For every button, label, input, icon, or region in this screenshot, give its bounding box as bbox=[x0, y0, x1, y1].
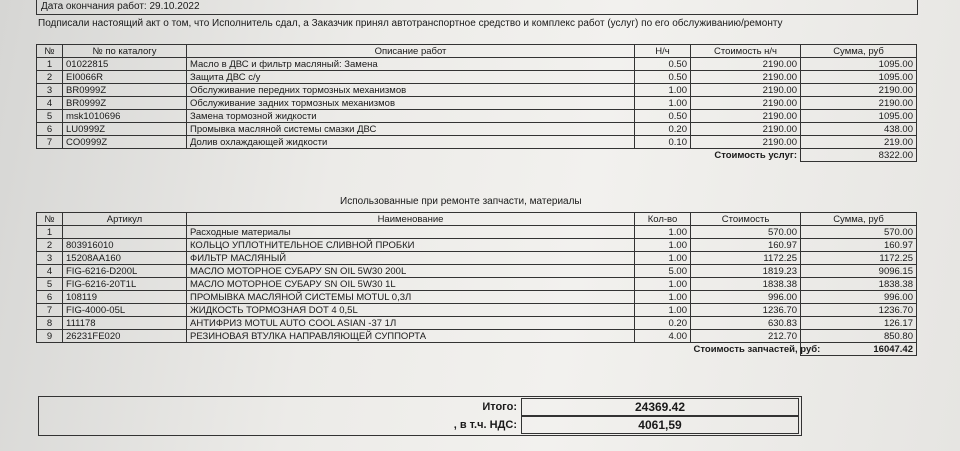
table-cell: 2190.00 bbox=[801, 84, 917, 97]
works-total-label: Стоимость услуг: bbox=[714, 149, 797, 161]
table-cell: 1095.00 bbox=[801, 71, 917, 84]
table-cell: 4 bbox=[37, 265, 63, 278]
table-row bbox=[37, 97, 917, 110]
table-cell: 9096.15 bbox=[801, 265, 917, 278]
table-cell: МАСЛО МОТОРНОЕ СУБАРУ SN OIL 5W30 1L bbox=[187, 278, 635, 291]
parts-section-title: Использованные при ремонте запчасти, материалы bbox=[340, 196, 582, 207]
table-cell: 1236.70 bbox=[691, 304, 801, 317]
table-cell: 1 bbox=[37, 58, 63, 71]
table-cell: 1838.38 bbox=[801, 278, 917, 291]
table-cell: 1172.25 bbox=[801, 252, 917, 265]
col-description: Описание работ bbox=[187, 45, 635, 58]
table-cell: FIG-6216-20T1L bbox=[63, 278, 187, 291]
table-cell: 2190.00 bbox=[691, 136, 801, 149]
table-cell: Промывка масляной системы смазки ДВС bbox=[187, 123, 635, 136]
table-row bbox=[37, 304, 917, 317]
table-cell: BR0999Z bbox=[63, 97, 187, 110]
table-cell: 438.00 bbox=[801, 123, 917, 136]
vat-label: , в т.ч. НДС: bbox=[453, 419, 517, 431]
table-cell: Замена тормозной жидкости bbox=[187, 110, 635, 123]
table-cell: FIG-4000-05L bbox=[63, 304, 187, 317]
date-box bbox=[36, 0, 918, 15]
table-row bbox=[37, 110, 917, 123]
table-cell: 3 bbox=[37, 252, 63, 265]
table-row bbox=[37, 58, 917, 71]
table-cell: КОЛЬЦО УПЛОТНИТЕЛЬНОЕ СЛИВНОЙ ПРОБКИ bbox=[187, 239, 635, 252]
vat-row bbox=[39, 416, 801, 434]
table-cell: 996.00 bbox=[801, 291, 917, 304]
table-row bbox=[37, 84, 917, 97]
table-cell: 0.50 bbox=[635, 110, 691, 123]
table-cell: 1.00 bbox=[635, 97, 691, 110]
table-cell bbox=[63, 226, 187, 239]
parts-total-row bbox=[37, 343, 917, 356]
table-cell: 108119 bbox=[63, 291, 187, 304]
table-cell: 1 bbox=[37, 226, 63, 239]
table-cell: 1095.00 bbox=[801, 110, 917, 123]
table-cell: ПРОМЫВКА МАСЛЯНОЙ СИСТЕМЫ MOTUL 0,3Л bbox=[187, 291, 635, 304]
table-cell: Расходные материалы bbox=[187, 226, 635, 239]
table-row bbox=[37, 226, 917, 239]
works-table bbox=[36, 44, 917, 162]
table-cell: АНТИФРИЗ MOTUL AUTO COOL ASIAN -37 1Л bbox=[187, 317, 635, 330]
table-row bbox=[37, 252, 917, 265]
col-hour-cost: Стоимость н/ч bbox=[691, 45, 801, 58]
table-cell: msk1010696 bbox=[63, 110, 187, 123]
table-cell: 0.50 bbox=[635, 58, 691, 71]
table-cell: 2190.00 bbox=[691, 58, 801, 71]
table-cell: 1.00 bbox=[635, 226, 691, 239]
table-cell: Обслуживание передних тормозных механизмов bbox=[187, 84, 635, 97]
grand-total-row bbox=[39, 398, 801, 416]
table-cell: 7 bbox=[37, 136, 63, 149]
table-cell: 26231FE020 bbox=[63, 330, 187, 343]
table-cell: 2190.00 bbox=[691, 97, 801, 110]
parts-total-value: 16047.42 bbox=[801, 343, 917, 356]
table-cell: 1.00 bbox=[635, 278, 691, 291]
table-cell: 160.97 bbox=[691, 239, 801, 252]
table-cell: ФИЛЬТР МАСЛЯНЫЙ bbox=[187, 252, 635, 265]
table-cell: 1236.70 bbox=[801, 304, 917, 317]
statement-text: Подписали настоящий акт о том, что Исполнитель сдал, а Заказчик принял автотранспортное средство и комплекс работ (услуг) по его обслуживанию/ремонту bbox=[38, 18, 783, 29]
table-cell: 2190.00 bbox=[691, 84, 801, 97]
parts-header-row bbox=[37, 213, 917, 226]
table-cell: Защита ДВС с/у bbox=[187, 71, 635, 84]
table-cell: 5 bbox=[37, 278, 63, 291]
table-cell: Масло в ДВС и фильтр масляный: Замена bbox=[187, 58, 635, 71]
totals-box bbox=[38, 396, 802, 436]
completion-date: Дата окончания работ: 29.10.2022 bbox=[41, 1, 200, 12]
table-cell: 212.70 bbox=[691, 330, 801, 343]
table-row bbox=[37, 136, 917, 149]
table-cell: 2 bbox=[37, 71, 63, 84]
col-sum: Сумма, руб bbox=[801, 45, 917, 58]
table-row bbox=[37, 265, 917, 278]
table-cell: 3 bbox=[37, 84, 63, 97]
table-cell: 9 bbox=[37, 330, 63, 343]
table-cell: 4 bbox=[37, 97, 63, 110]
table-row bbox=[37, 278, 917, 291]
table-cell: 1.00 bbox=[635, 291, 691, 304]
table-cell: МАСЛО МОТОРНОЕ СУБАРУ SN OIL 5W30 200L bbox=[187, 265, 635, 278]
works-header-row bbox=[37, 45, 917, 58]
table-row bbox=[37, 317, 917, 330]
table-cell: CO0999Z bbox=[63, 136, 187, 149]
col-price: Стоимость bbox=[691, 213, 801, 226]
table-cell: 570.00 bbox=[691, 226, 801, 239]
table-cell: ЖИДКОСТЬ ТОРМОЗНАЯ DOT 4 0,5L bbox=[187, 304, 635, 317]
col-catalog: № по каталогу bbox=[63, 45, 187, 58]
table-cell: LU0999Z bbox=[63, 123, 187, 136]
table-row bbox=[37, 291, 917, 304]
table-cell: 1.00 bbox=[635, 304, 691, 317]
table-row bbox=[37, 71, 917, 84]
table-cell: 219.00 bbox=[801, 136, 917, 149]
table-cell: 1819.23 bbox=[691, 265, 801, 278]
table-cell: Обслуживание задних тормозных механизмов bbox=[187, 97, 635, 110]
table-cell: 01022815 bbox=[63, 58, 187, 71]
col-hours: Н/ч bbox=[635, 45, 691, 58]
grand-total-value: 24369.42 bbox=[521, 398, 799, 416]
col-number: № bbox=[37, 213, 63, 226]
parts-table bbox=[36, 212, 917, 356]
table-cell: 1.00 bbox=[635, 252, 691, 265]
table-cell: 803916010 bbox=[63, 239, 187, 252]
col-quantity: Кол-во bbox=[635, 213, 691, 226]
table-cell: 0.10 bbox=[635, 136, 691, 149]
table-cell: 4.00 bbox=[635, 330, 691, 343]
table-cell: 8 bbox=[37, 317, 63, 330]
table-cell: 0.20 bbox=[635, 123, 691, 136]
table-row bbox=[37, 123, 917, 136]
works-total-row bbox=[37, 149, 917, 162]
table-cell: 2 bbox=[37, 239, 63, 252]
table-cell: 111178 bbox=[63, 317, 187, 330]
table-cell: 850.80 bbox=[801, 330, 917, 343]
table-cell: 2190.00 bbox=[691, 123, 801, 136]
table-cell: BR0999Z bbox=[63, 84, 187, 97]
table-cell: РЕЗИНОВАЯ ВТУЛКА НАПРАВЛЯЮЩЕЙ СУППОРТА bbox=[187, 330, 635, 343]
table-cell: 2190.00 bbox=[691, 110, 801, 123]
table-cell: 1095.00 bbox=[801, 58, 917, 71]
works-total-value: 8322.00 bbox=[801, 149, 917, 162]
table-cell: EI0066R bbox=[63, 71, 187, 84]
table-cell: 5 bbox=[37, 110, 63, 123]
table-cell: 1838.38 bbox=[691, 278, 801, 291]
col-name: Наименование bbox=[187, 213, 635, 226]
table-cell: Долив охлаждающей жидкости bbox=[187, 136, 635, 149]
table-cell: 1.00 bbox=[635, 84, 691, 97]
table-cell: 6 bbox=[37, 123, 63, 136]
table-cell: 1.00 bbox=[635, 239, 691, 252]
col-article: Артикул bbox=[63, 213, 187, 226]
table-row bbox=[37, 239, 917, 252]
parts-total-label: Стоимость запчастей, руб: bbox=[693, 343, 821, 355]
table-cell: 6 bbox=[37, 291, 63, 304]
table-cell: 2190.00 bbox=[801, 97, 917, 110]
table-row bbox=[37, 330, 917, 343]
table-cell: 0.50 bbox=[635, 71, 691, 84]
table-cell: 0.20 bbox=[635, 317, 691, 330]
table-cell: 996.00 bbox=[691, 291, 801, 304]
table-cell: 160.97 bbox=[801, 239, 917, 252]
table-cell: FIG-6216-D200L bbox=[63, 265, 187, 278]
col-number: № bbox=[37, 45, 63, 58]
table-cell: 2190.00 bbox=[691, 71, 801, 84]
col-sum: Сумма, руб bbox=[801, 213, 917, 226]
table-cell: 126.17 bbox=[801, 317, 917, 330]
table-cell: 15208AA160 bbox=[63, 252, 187, 265]
table-cell: 5.00 bbox=[635, 265, 691, 278]
table-cell: 570.00 bbox=[801, 226, 917, 239]
vat-value: 4061,59 bbox=[521, 416, 799, 434]
table-cell: 630.83 bbox=[691, 317, 801, 330]
grand-total-label: Итого: bbox=[482, 401, 517, 413]
table-cell: 1172.25 bbox=[691, 252, 801, 265]
table-cell: 7 bbox=[37, 304, 63, 317]
